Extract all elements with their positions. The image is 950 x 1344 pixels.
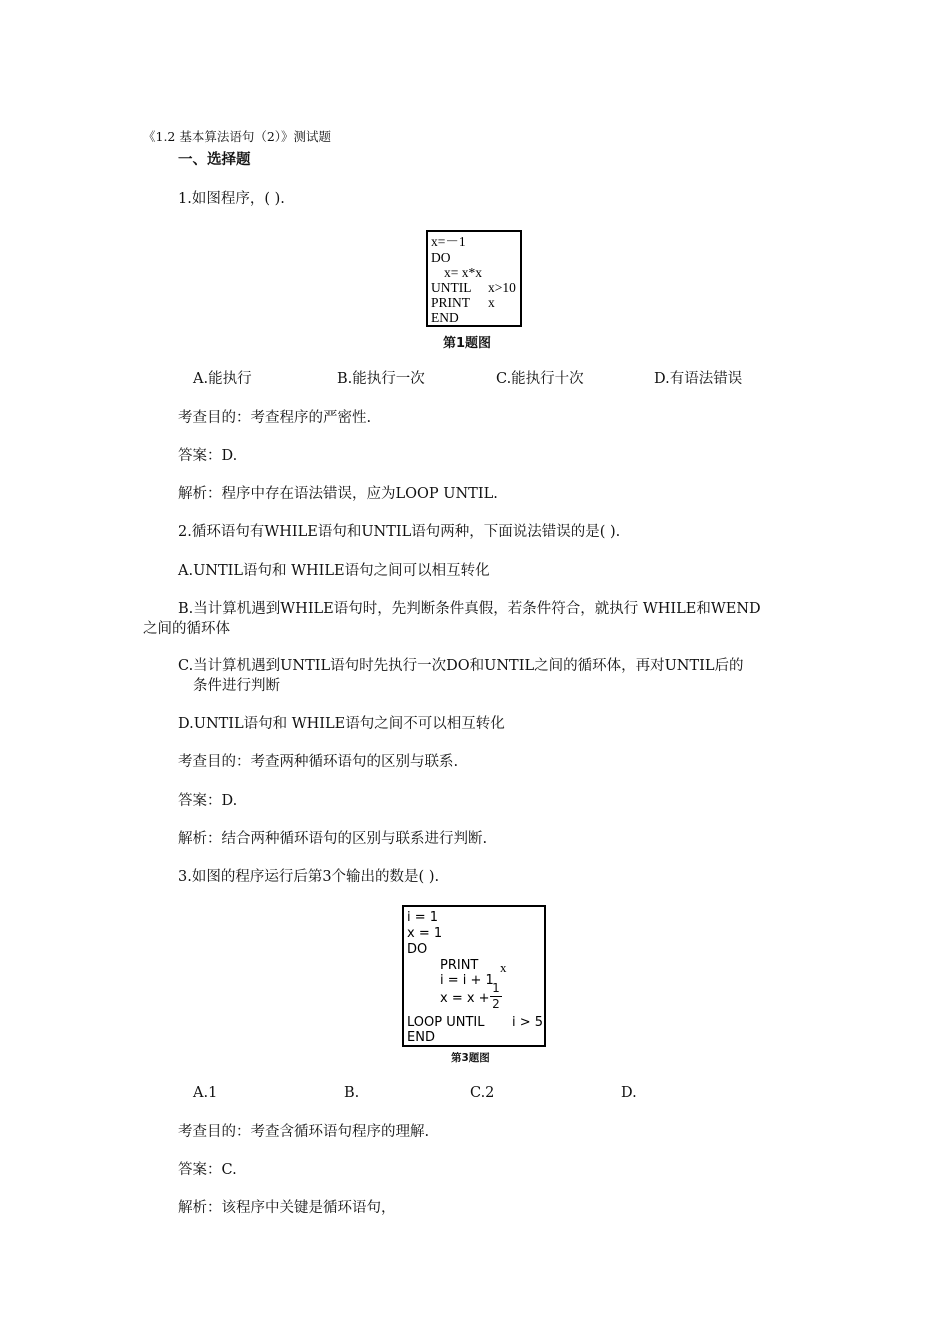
- q2-answer: 答案：D.: [178, 793, 238, 809]
- q3-analysis: 解析：该程序中关键是循环语句，: [178, 1200, 396, 1216]
- q3-fraction-denominator: 2: [492, 997, 500, 1011]
- q1-stem: 1.如图程序，( ).: [178, 191, 285, 207]
- q1-option-b: B.能执行一次: [337, 371, 425, 387]
- q3-code-line: LOOP UNTIL: [407, 1015, 485, 1030]
- q3-code-line: DO: [407, 942, 428, 957]
- q1-code-line: x>10: [488, 280, 516, 295]
- document-title: 《1.2 基本算法语句（2）》测试题: [143, 129, 332, 144]
- q3-code-line: i > 5: [512, 1015, 544, 1030]
- q1-code-line: PRINT: [431, 295, 471, 310]
- q1-code-line: END: [431, 310, 459, 325]
- q3-option-c: C.2: [470, 1085, 495, 1101]
- q2-option-d: D.UNTIL语句和 WHILE语句之间不可以相互转化: [178, 716, 505, 732]
- q3-code-line: x = 1: [407, 926, 443, 941]
- q1-code-line: UNTIL: [431, 280, 472, 295]
- q1-answer: 答案：D.: [178, 448, 238, 464]
- q3-answer: 答案：C.: [178, 1162, 237, 1178]
- q3-option-d: D.: [621, 1085, 637, 1101]
- q1-purpose: 考查目的：考查程序的严密性.: [178, 410, 372, 426]
- q3-option-a: A.1: [193, 1085, 218, 1101]
- q3-stem: 3.如图的程序运行后第3个输出的数是( ).: [178, 869, 440, 885]
- q2-option-c-continued: 条件进行判断: [193, 678, 280, 694]
- q1-code-line: x= x*x: [444, 265, 482, 280]
- q3-code-line: i = i + 1: [440, 973, 494, 988]
- q2-purpose: 考查目的：考查两种循环语句的区别与联系.: [178, 754, 459, 770]
- section-heading: 一、选择题: [178, 152, 251, 168]
- q1-program-figure: [426, 230, 522, 327]
- q3-code-line: x: [500, 960, 507, 975]
- q3-code-line: PRINT: [440, 958, 479, 973]
- q1-figure-caption: 第1题图: [443, 336, 492, 351]
- q3-program-figure: [402, 905, 546, 1047]
- q1-code-line: x=－1: [431, 234, 466, 249]
- q1-analysis: 解析：程序中存在语法错误，应为LOOP UNTIL.: [178, 486, 498, 502]
- q3-figure-caption: 第3题图: [451, 1052, 490, 1064]
- q2-option-b: B.当计算机遇到WHILE语句时，先判断条件真假，若条件符合，就执行 WHILE和WEND: [178, 601, 761, 617]
- q1-code-line: x: [488, 295, 495, 310]
- q1-option-a: A.能执行: [193, 371, 252, 387]
- q3-code-line: i = 1: [407, 910, 439, 925]
- q2-option-a: A.UNTIL语句和 WHILE语句之间可以相互转化: [178, 563, 490, 579]
- q3-code-line: x = x +: [440, 991, 490, 1006]
- q2-analysis: 解析：结合两种循环语句的区别与联系进行判断.: [178, 831, 488, 847]
- q1-code-line: DO: [431, 250, 451, 265]
- q2-stem: 2.循环语句有WHILE语句和UNTIL语句两种，下面说法错误的是( ).: [178, 524, 621, 540]
- q3-option-b: B.: [344, 1085, 360, 1101]
- q2-option-c: C.当计算机遇到UNTIL语句时先执行一次DO和UNTIL之间的循环体，再对UNTIL后的: [178, 658, 744, 674]
- q3-purpose: 考查目的：考查含循环语句程序的理解.: [178, 1124, 430, 1140]
- q2-option-b-continued: 之间的循环体: [143, 621, 230, 637]
- q1-option-d: D.有语法错误: [654, 371, 743, 387]
- q3-code-line: END: [407, 1030, 435, 1045]
- q1-option-c: C.能执行十次: [496, 371, 584, 387]
- q3-fraction-numerator: 1: [492, 981, 500, 995]
